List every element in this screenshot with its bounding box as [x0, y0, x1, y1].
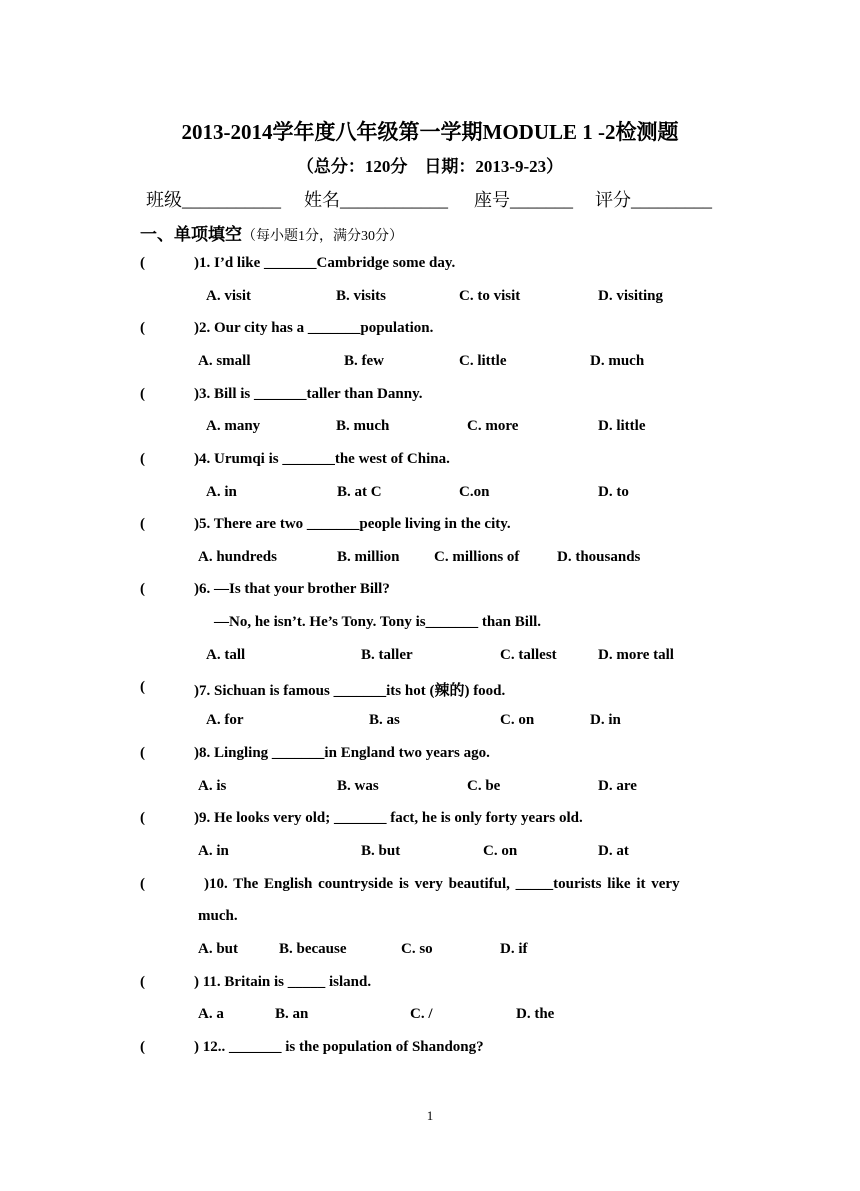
- question-12: ) 12.. _______ is the population of Shandong?: [194, 1039, 484, 1055]
- section-heading: [140, 220, 403, 245]
- question-7: )7. Sichuan is famous _______its hot (辣的) food.: [194, 683, 506, 699]
- option-c: C. little: [459, 353, 507, 369]
- option-c: C. on: [483, 843, 518, 859]
- answer-paren: (: [140, 255, 145, 271]
- question-3: )3. Bill is _______taller than Danny.: [194, 386, 423, 402]
- section-title: 一、单项填空: [140, 225, 242, 244]
- question-11: ) 11. Britain is _____ island.: [194, 974, 372, 990]
- option-c: C. tallest: [500, 647, 557, 663]
- option-b: B. an: [275, 1006, 309, 1022]
- score-field: 评分_________: [595, 190, 712, 210]
- answer-paren: (: [140, 876, 145, 892]
- option-b: B. visits: [336, 288, 387, 304]
- option-b: B. as: [369, 712, 400, 728]
- option-b: B. because: [279, 941, 347, 957]
- answer-paren: (: [140, 810, 145, 826]
- question-10: )10. The English countryside is very beautiful, _____tourists like it very: [204, 876, 680, 892]
- question-6-reply: —No, he isn’t. He’s Tony. Tony is_______ than Bill.: [214, 614, 542, 630]
- name-field: 姓名____________: [304, 190, 448, 210]
- option-a: A. hundreds: [198, 549, 277, 565]
- section-note: （每小题1分，满分30分）: [242, 229, 403, 244]
- option-c: C. so: [401, 941, 433, 957]
- option-d: D. little: [598, 418, 646, 434]
- option-b: B. but: [361, 843, 401, 859]
- option-d: D. the: [516, 1006, 555, 1022]
- option-b: B. million: [337, 549, 400, 565]
- question-1: )1. I’d like _______Cambridge some day.: [194, 255, 456, 271]
- option-b: B. was: [337, 778, 379, 794]
- option-b: B. few: [344, 353, 384, 369]
- answer-paren: (: [140, 451, 145, 467]
- option-c: C. on: [500, 712, 535, 728]
- option-a: A. in: [206, 484, 237, 500]
- option-d: D. at: [598, 843, 629, 859]
- page-title: 2013-2014学年度八年级第一学期MODULE 1 -2检测题: [181, 120, 679, 144]
- answer-paren: (: [140, 386, 145, 402]
- option-c: C. more: [467, 418, 519, 434]
- option-a: A. but: [198, 941, 239, 957]
- option-a: A. for: [206, 712, 244, 728]
- option-b: B. much: [336, 418, 390, 434]
- option-d: D. more tall: [598, 647, 674, 663]
- question-4: )4. Urumqi is _______the west of China.: [194, 451, 450, 467]
- option-c: C. to visit: [459, 288, 521, 304]
- answer-paren: (: [140, 1039, 145, 1055]
- class-field: 班级___________: [146, 190, 281, 210]
- question-5: )5. There are two _______people living in the city.: [194, 516, 511, 532]
- option-d: D. if: [500, 941, 528, 957]
- option-a: A. many: [206, 418, 261, 434]
- question-6: )6. —Is that your brother Bill?: [194, 581, 390, 597]
- option-a: A. visit: [206, 288, 251, 304]
- answer-paren: (: [140, 974, 145, 990]
- option-d: D. in: [590, 712, 621, 728]
- question-2: )2. Our city has a _______population.: [194, 320, 434, 336]
- answer-paren: (: [140, 581, 145, 597]
- option-d: D. to: [598, 484, 629, 500]
- option-d: D. are: [598, 778, 637, 794]
- seat-field: 座号_______: [474, 190, 573, 210]
- option-b: B. taller: [361, 647, 413, 663]
- option-a: A. small: [198, 353, 251, 369]
- option-d: D. much: [590, 353, 645, 369]
- option-d: D. thousands: [557, 549, 641, 565]
- answer-paren: (: [140, 516, 145, 532]
- question-8: )8. Lingling _______in England two years ago.: [194, 745, 490, 761]
- question-10-cont: much.: [198, 908, 238, 924]
- option-c: C.on: [459, 484, 490, 500]
- answer-paren: (: [140, 320, 145, 336]
- option-a: A. is: [198, 778, 227, 794]
- option-c: C. /: [410, 1006, 433, 1022]
- answer-paren: (: [140, 679, 145, 695]
- option-a: A. a: [198, 1006, 224, 1022]
- option-b: B. at C: [337, 484, 382, 500]
- page-subtitle: （总分：120分 日期：2013-9-23）: [296, 157, 564, 176]
- option-d: D. visiting: [598, 288, 664, 304]
- student-info-row: [0, 186, 860, 210]
- option-a: A. tall: [206, 647, 246, 663]
- option-c: C. be: [467, 778, 501, 794]
- question-9: )9. He looks very old; _______ fact, he is only forty years old.: [194, 810, 583, 826]
- answer-paren: (: [140, 745, 145, 761]
- option-a: A. in: [198, 843, 229, 859]
- option-c: C. millions of: [434, 549, 520, 565]
- page-number: 1: [426, 1108, 434, 1123]
